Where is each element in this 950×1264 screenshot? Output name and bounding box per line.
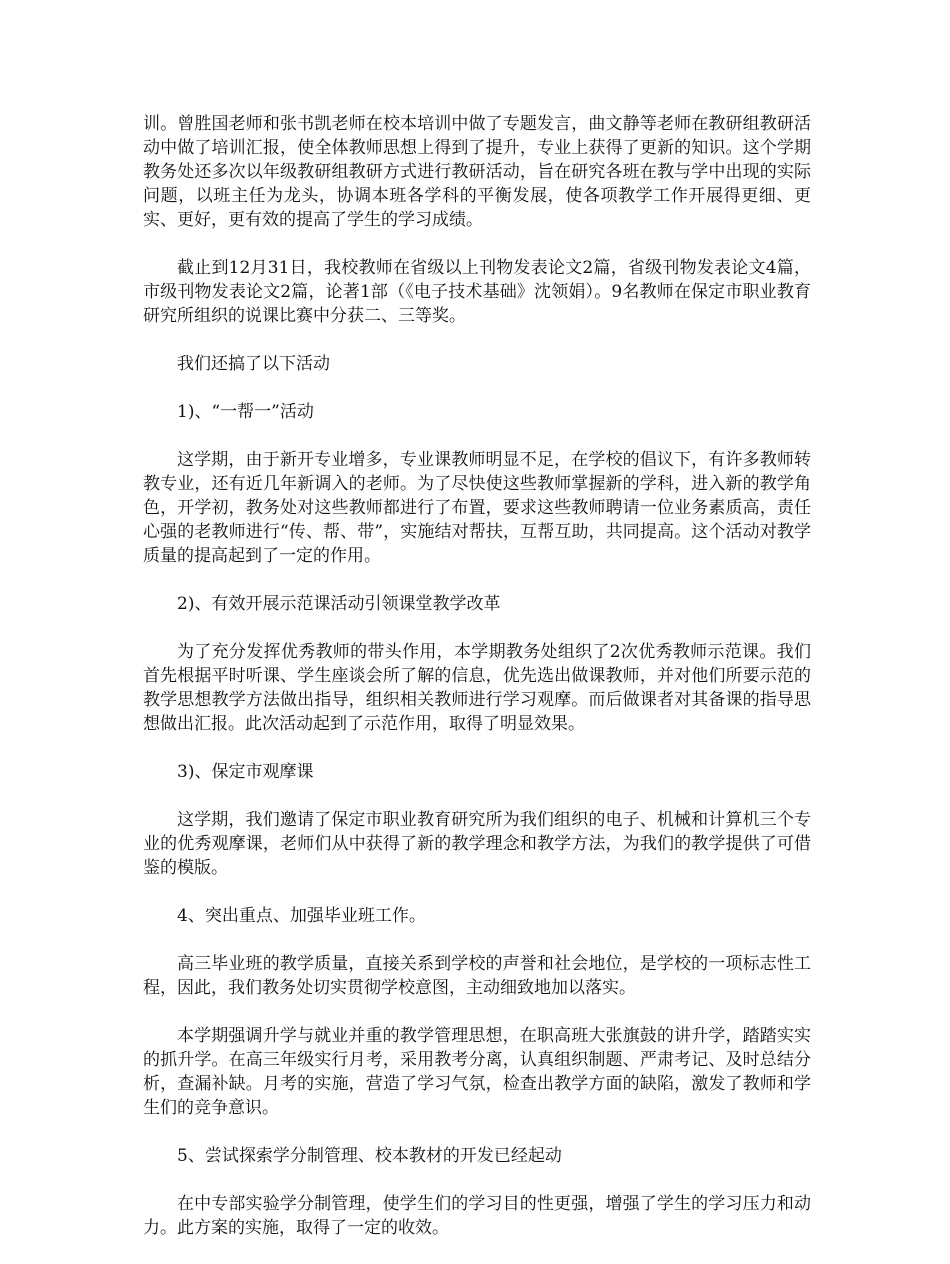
paragraph-training-summary: 训。曾胜国老师和张书凯老师在校本培训中做了专题发言，曲文静等老师在教研组教研活动中做了培训汇报，使全体教师思想上得到了提升，专业上获得了更新的知识。这个学期教务处还多次以年级教研组教研方式进行教研活动，旨在研究各班在教与学中出现的实际问题，以班主任为龙头，协调本班各学科的平衡发展，使各项教学工作开展得更细、更实、更好，更有效的提高了学生的学习成绩。 [143, 114, 811, 230]
paragraph-graduating-class: 高三毕业班的教学质量，直接关系到学校的声誉和社会地位，是学校的一项标志性工程，因此，我们教务处切实贯彻学校意图，主动细致地加以落实。 [143, 954, 811, 998]
paragraph-publications: 截止到12月31日，我校教师在省级以上刊物发表论文2篇，省级刊物发表论文4篇，市级刊物发表论文2篇，论著1部（《电子技术基础》沈领娟）。9名教师在保定市职业教育研究所组织的说课比赛中分获二、三等奖。 [143, 258, 811, 326]
heading-demo-lessons: 2)、有效开展示范课活动引领课堂教学改革 [177, 594, 501, 614]
paragraph-observation-lessons: 这学期，我们邀请了保定市职业教育研究所为我们组织的电子、机械和计算机三个专业的优秀观摩课，老师们从中获得了新的教学理念和教学方法，为我们的教学提供了可借鉴的模版。 [143, 810, 811, 878]
paragraph-demo-lessons: 为了充分发挥优秀教师的带头作用，本学期教务处组织了2次优秀教师示范课。我们首先根据平时听课、学生座谈会所了解的信息，优先选出做课教师，并对他们所要示范的教学思想教学方法做出指导，组织相关教师进行学习观摩。而后做课者对其备课的指导思想做出汇报。此次活动起到了示范作用，取得了明显效果。 [143, 642, 811, 734]
document-body [143, 112, 811, 1264]
paragraph-mentoring: 这学期，由于新开专业增多，专业课教师明显不足，在学校的倡议下，有许多教师转教专业，还有近几年新调入的老师。为了尽快使这些教师掌握新的学科，进入新的教学角色，开学初，教务处对这些教师都进行了布置，要求这些教师聘请一位业务素质高，责任心强的老教师进行“传、帮、带”，实施结对帮扶，互帮互助，共同提高。这个活动对教学质量的提高起到了一定的作用。 [143, 450, 811, 566]
heading-observation-lessons: 3)、保定市观摩课 [177, 762, 314, 782]
heading-graduating-class: 4、突出重点、加强毕业班工作。 [177, 906, 426, 926]
paragraph-activities-intro: 我们还搞了以下活动 [177, 354, 330, 374]
paragraph-monthly-exams: 本学期强调升学与就业并重的教学管理思想，在职高班大张旗鼓的讲升学，踏踏实实的抓升学。在高三年级实行月考，采用教考分离，认真组织制题、严肃考记、及时总结分析，查漏补缺。月考的实施，营造了学习气氛，检查出教学方面的缺陷，激发了教师和学生们的竞争意识。 [143, 1026, 811, 1118]
heading-credit-system: 5、尝试探索学分制管理、校本教材的开发已经起动 [177, 1146, 562, 1166]
heading-mentoring: 1)、“一帮一”活动 [177, 402, 314, 422]
paragraph-credit-system: 在中专部实验学分制管理，使学生们的学习目的性更强，增强了学生的学习压力和动力。此方案的实施，取得了一定的收效。 [143, 1194, 811, 1238]
